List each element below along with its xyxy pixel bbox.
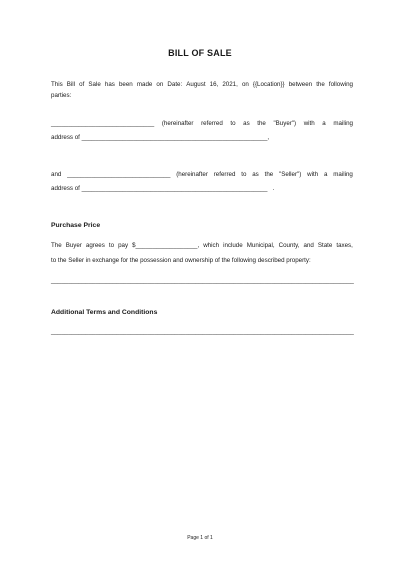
- seller-name-blank: ______________________________: [67, 171, 171, 178]
- property-description-blank: ________________________________________________________________________________________: [51, 277, 354, 284]
- seller-line-1: and ______________________________ (hereinafter referred to as the "Seller") with a mailing: [51, 171, 353, 178]
- terms-blank: ________________________________________________________________________________________: [51, 328, 354, 335]
- page-number: Page 1 of 1: [187, 535, 213, 541]
- buyer-name-blank: ______________________________: [51, 120, 155, 127]
- intro-line-1: This Bill of Sale has been made on Date: August 16, 2021, on {{Location}} between the following: [51, 81, 353, 88]
- buyer-address-line: address of ______________________________________________________,: [51, 134, 270, 141]
- intro-line-2: parties:: [51, 92, 72, 99]
- buyer-line-1: ______________________________ (hereinafter referred to as the "Buyer") with a mailing: [51, 120, 353, 127]
- seller-address-line: address of ______________________________________________________ .: [51, 185, 275, 192]
- purchase-price-line-2: to the Seller in exchange for the possession and ownership of the following described property:: [51, 257, 311, 264]
- terms-heading: Additional Terms and Conditions: [51, 309, 158, 316]
- purchase-price-line-1: The Buyer agrees to pay $__________________, which include Municipal, County, and State taxes,: [51, 242, 353, 249]
- document-title: BILL OF SALE: [168, 48, 232, 58]
- price-blank: $__________________,: [132, 242, 200, 249]
- purchase-price-heading: Purchase Price: [51, 222, 101, 229]
